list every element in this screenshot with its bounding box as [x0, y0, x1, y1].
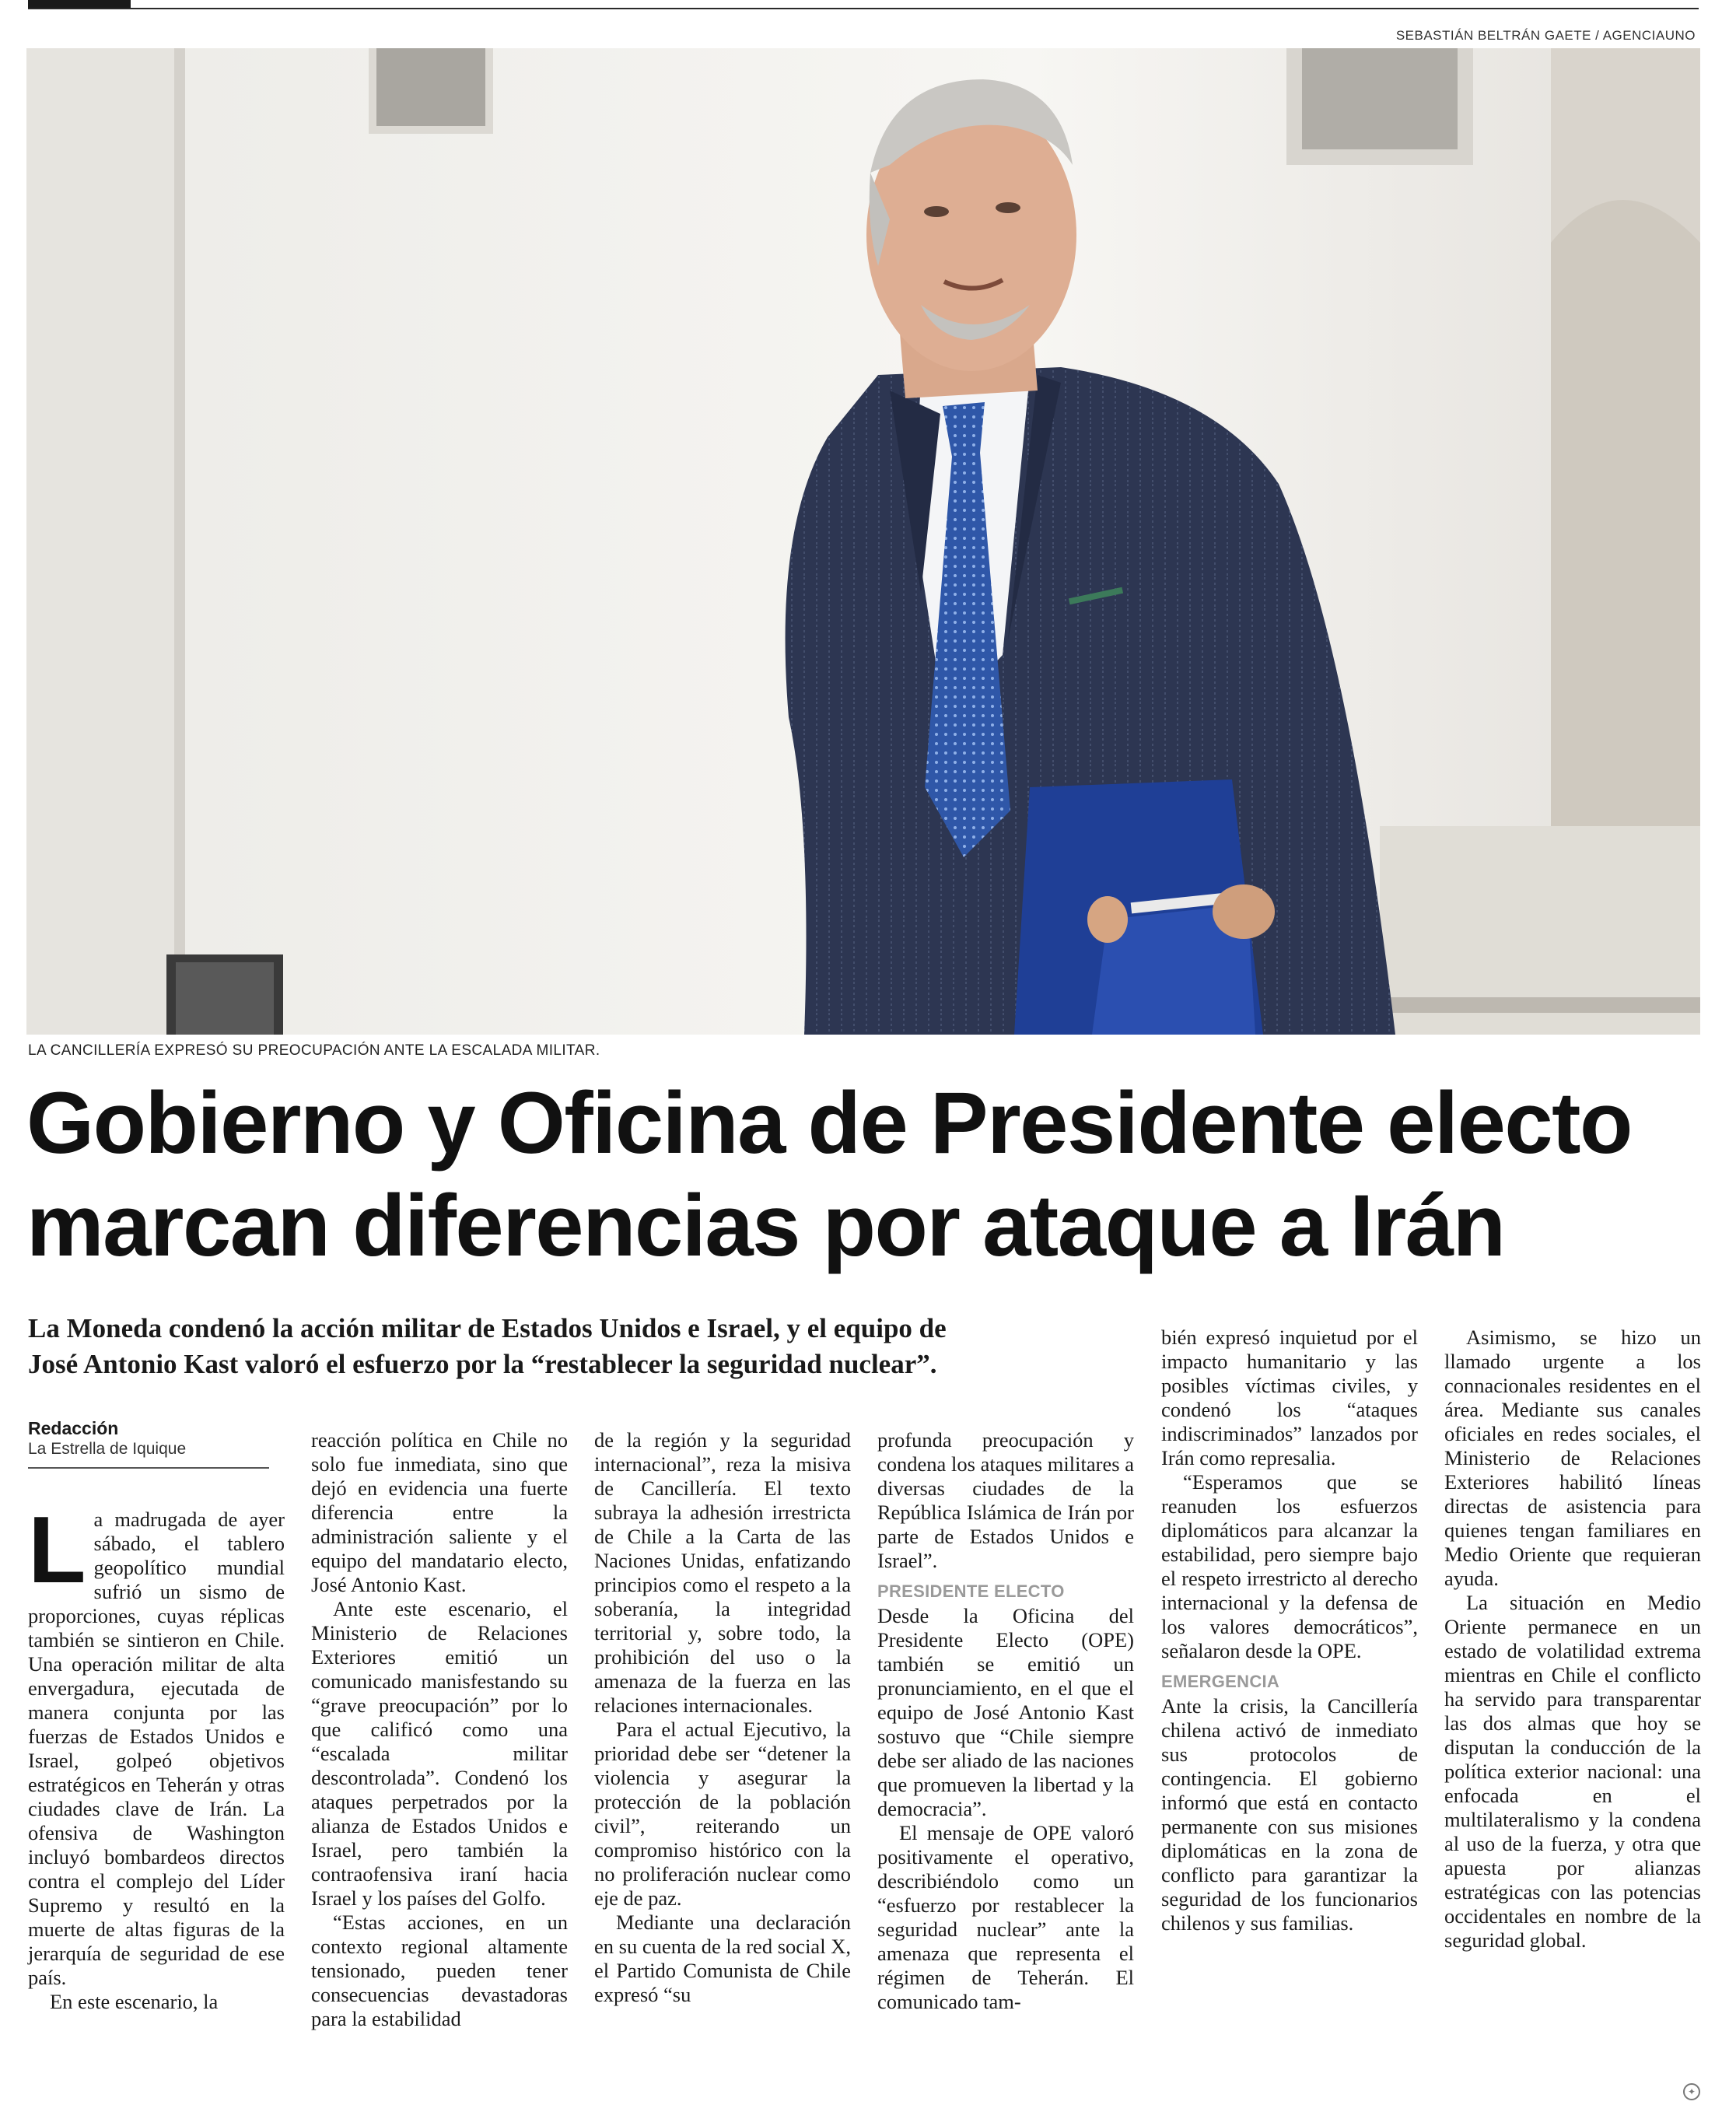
paragraph-2-start: En este escenario, la — [50, 1990, 219, 2013]
photo-credit: SEBASTIÁN BELTRÁN GAETE / AGENCIAUNO — [1395, 28, 1696, 43]
byline-rule — [28, 1467, 269, 1469]
paragraph-8-cont: bién expresó inquietud por el impacto humanitario y las posibles víctimas civiles, y condenó los “ataques indiscriminados” lanzados por Irán como represalia. — [1161, 1326, 1418, 1469]
paragraph-11: Asimismo, se hizo un llamado urgente a los connacionales residentes en el área. Mediante sus canales oficiales en redes sociales, el Ministerio de Relaciones Exteriores habilitó líneas directas de asistencia para quienes tengan familiares en Medio Oriente que requieran ayuda. — [1444, 1326, 1701, 1590]
article-column-1 — [28, 1497, 285, 2083]
byline — [28, 1417, 277, 1469]
end-of-article-icon: ✦ — [1683, 2083, 1700, 2100]
headline-line-1: Gobierno y Oficina de Presidente electo — [26, 1074, 1632, 1172]
top-rule — [28, 8, 1699, 9]
article-column-5 — [1161, 1326, 1418, 1935]
lead-paragraph — [28, 1311, 1132, 1382]
photo-illustration — [26, 48, 1700, 1035]
paragraph-9: “Esperamos que se reanuden los esfuerzos diplomáticos para alcanzar la estabilidad, pero siempre bajo el respeto irrestricto al derecho internacional y la defensa de los valores democráticos”, señalaron desde la OPE. — [1161, 1470, 1418, 1662]
subheading-emergencia: EMERGENCIA — [1161, 1672, 1280, 1691]
subheading-presidente-electo: PRESIDENTE ELECTO — [877, 1581, 1065, 1601]
paragraph-4: “Estas acciones, en un contexto regional altamente tensionado, pueden tener consecuencias devastadoras para la estabilidad — [311, 1911, 568, 2030]
byline-author: Redacción — [28, 1418, 119, 1438]
article-column-3 — [594, 1428, 851, 2007]
article-column-6 — [1444, 1326, 1701, 1953]
lead-line-1: La Moneda condenó la acción militar de Estados Unidos e Israel, y el equipo de — [28, 1313, 947, 1343]
lead-line-2: José Antonio Kast valoró el esfuerzo por la “restablecer la seguridad nuclear”. — [28, 1349, 937, 1379]
byline-outlet: La Estrella de Iquique — [28, 1440, 187, 1458]
paragraph-5: Para el actual Ejecutivo, la prioridad debe ser “detener la violencia y asegurar la protección de la población civil”, reiterando un compromiso histórico con la no proliferación nuclear como eje de paz. — [594, 1718, 851, 1910]
paragraph-2-cont: reacción política en Chile no solo fue inmediata, sino que dejó en evidencia una fuerte diferencia entre la administración saliente y el equipo del mandatario electo, José Antonio Kast. — [311, 1428, 568, 1596]
paragraph-4-cont: de la región y la seguridad internacional”, reza la misiva de Cancillería. El texto subraya la adhesión irrestricta de Chile a la Carta de las Naciones Unidas, enfatizando principios como el respeto a la soberanía, la integridad territorial y, sobre todo, la prohibición del uso o la amenaza de la fuerza en las relaciones internacionales. — [594, 1428, 851, 1717]
article-column-4 — [877, 1428, 1134, 2014]
paragraph-6-cont: profunda preocupación y condena los ataques militares a diversas ciudades de la República Islámica de Irán por parte de Estados Unidos e Israel”. — [877, 1428, 1134, 1572]
paragraph-3: Ante este escenario, el Ministerio de Relaciones Exteriores emitió un comunicado manisfestando su “grave preocupación” por lo que calificó como una “escalada militar descontrolada”. Condenó los ataques perpetrados por la alianza de Estados Unidos e Israel, pero también la contraofensiva iraní hacia Israel y los países del Golfo. — [311, 1597, 568, 1910]
news-photo — [26, 48, 1700, 1035]
drop-cap: L — [28, 1497, 86, 1602]
headline — [26, 1072, 1714, 1277]
paragraph-8: El mensaje de OPE valoró positivamente el operativo, describiéndolo como un “esfuerzo por restablecer la seguridad nuclear” ante la amenaza que representa el régimen de Teherán. El comunicado tam- — [877, 1821, 1134, 2013]
headline-line-2: marcan diferencias por ataque a Irán — [26, 1177, 1505, 1274]
paragraph-10: Ante la crisis, la Cancillería chilena activó de inmediato sus protocolos de contingencia. El gobierno informó que está en contacto permanente con sus misiones diplomáticas en la zona de conflicto para garantizar la seguridad de los funcionarios chilenos y sus familias. — [1161, 1694, 1418, 1935]
photo-caption: LA CANCILLERÍA EXPRESÓ SU PREOCUPACIÓN ANTE LA ESCALADA MILITAR. — [28, 1042, 600, 1059]
article-column-2 — [311, 1428, 568, 2031]
paragraph-1: La madrugada de ayer sábado, el tablero geopolítico mundial sufrió un sismo de proporciones, cuyas réplicas también se sintieron en Chile. Una operación militar de alta envergadura, ejecutada de manera conjunta por las fuerzas de Estados Unidos e Israel, golpeó objetivos estratégicos en Teherán y otras ciudades clave de Irán. La ofensiva de Washington incluyó bombardeos directos contra el complejo del Líder Supremo y resultó en la muerte de altas figuras de la jerarquía de seguridad de ese país. — [28, 1497, 285, 1989]
paragraph-6: Mediante una declaración en su cuenta de la red social X, el Partido Comunista de Chile expresó “su — [594, 1911, 851, 2006]
paragraph-7: Desde la Oficina del Presidente Electo (OPE) también se emitió un pronunciamiento, en el que el equipo de José Antonio Kast sostuvo que “Chile siempre debe ser aliado de las naciones que promueven la libertad y la democracia”. — [877, 1604, 1134, 1820]
paragraph-12: La situación en Medio Oriente permanece en un estado de volatilidad extrema mientras en Chile el conflicto ha servido para transparentar las dos almas que hoy se disputan la conducción de la política exterior nacional: una enfocada en el multilateralismo y la condena al uso de la fuerza, y otra que apuesta por alianzas estratégicas con las potencias occidentales en nombre de la seguridad global. — [1444, 1591, 1701, 1952]
